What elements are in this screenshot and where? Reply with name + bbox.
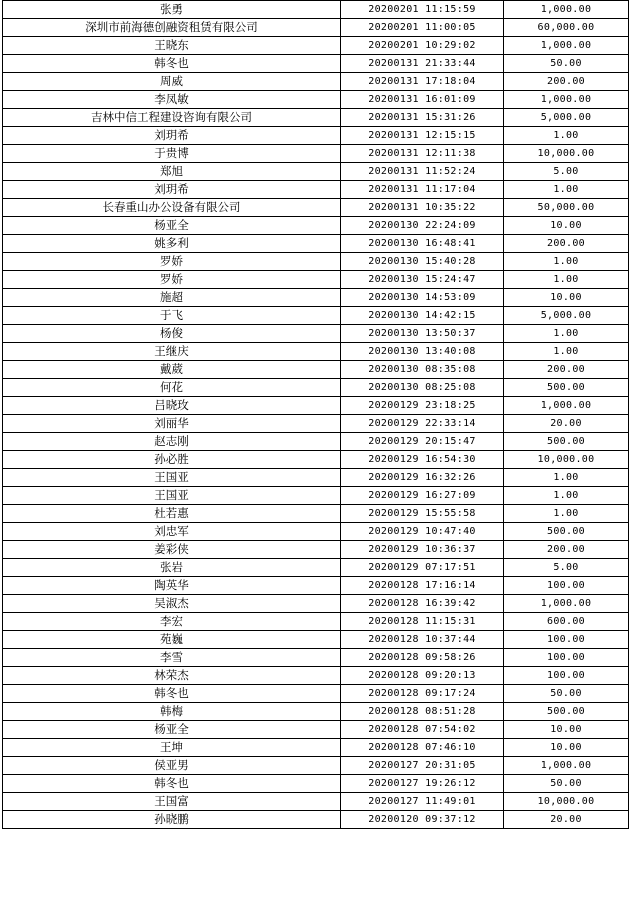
table-row <box>3 433 629 451</box>
donation-amount-cell: 100.00 <box>504 649 629 667</box>
donation-amount-cell: 200.00 <box>504 73 629 91</box>
table-row <box>3 1 629 19</box>
table-row <box>3 163 629 181</box>
table-row <box>3 469 629 487</box>
donor-name-cell: 孙晓鹏 <box>3 811 341 829</box>
donor-name-cell: 韩冬也 <box>3 685 341 703</box>
donor-name-cell: 杜若惠 <box>3 505 341 523</box>
donation-time-cell: 20200131 11:52:24 <box>341 163 504 181</box>
donation-time-cell: 20200129 20:15:47 <box>341 433 504 451</box>
donation-time-cell: 20200127 11:49:01 <box>341 793 504 811</box>
table-row <box>3 199 629 217</box>
donation-time-cell: 20200128 07:46:10 <box>341 739 504 757</box>
donor-name-cell: 刘忠军 <box>3 523 341 541</box>
donation-time-cell: 20200130 22:24:09 <box>341 217 504 235</box>
donor-name-cell: 刘玥希 <box>3 127 341 145</box>
donation-amount-cell: 10,000.00 <box>504 793 629 811</box>
donor-name-cell: 张勇 <box>3 1 341 19</box>
donor-name-cell: 林荣杰 <box>3 667 341 685</box>
table-row <box>3 415 629 433</box>
donation-time-cell: 20200128 16:39:42 <box>341 595 504 613</box>
donation-amount-cell: 100.00 <box>504 667 629 685</box>
donation-amount-cell: 1.00 <box>504 343 629 361</box>
donor-name-cell: 韩冬也 <box>3 55 341 73</box>
table-row <box>3 307 629 325</box>
donor-name-cell: 深圳市前海德创融资租赁有限公司 <box>3 19 341 37</box>
donor-name-cell: 吉林中信工程建设咨询有限公司 <box>3 109 341 127</box>
donation-amount-cell: 1,000.00 <box>504 1 629 19</box>
donation-time-cell: 20200130 08:35:08 <box>341 361 504 379</box>
donation-amount-cell: 1.00 <box>504 271 629 289</box>
table-row <box>3 775 629 793</box>
donation-amount-cell: 1.00 <box>504 505 629 523</box>
donation-amount-cell: 1,000.00 <box>504 757 629 775</box>
table-row <box>3 217 629 235</box>
donor-name-cell: 周威 <box>3 73 341 91</box>
donation-amount-cell: 100.00 <box>504 577 629 595</box>
donation-time-cell: 20200129 16:54:30 <box>341 451 504 469</box>
donation-amount-cell: 1.00 <box>504 253 629 271</box>
table-row <box>3 73 629 91</box>
donor-name-cell: 王晓东 <box>3 37 341 55</box>
donation-amount-cell: 200.00 <box>504 541 629 559</box>
table-row <box>3 19 629 37</box>
table-row <box>3 613 629 631</box>
table-row <box>3 541 629 559</box>
donation-time-cell: 20200130 08:25:08 <box>341 379 504 397</box>
donor-name-cell: 苑巍 <box>3 631 341 649</box>
donation-time-cell: 20200131 10:35:22 <box>341 199 504 217</box>
donor-name-cell: 赵志刚 <box>3 433 341 451</box>
donation-time-cell: 20200129 15:55:58 <box>341 505 504 523</box>
donation-time-cell: 20200131 12:11:38 <box>341 145 504 163</box>
donation-amount-cell: 1,000.00 <box>504 397 629 415</box>
donation-time-cell: 20200127 20:31:05 <box>341 757 504 775</box>
donation-amount-cell: 1.00 <box>504 181 629 199</box>
donor-name-cell: 李宏 <box>3 613 341 631</box>
donation-table <box>2 0 629 829</box>
donation-amount-cell: 5,000.00 <box>504 109 629 127</box>
donation-time-cell: 20200128 08:51:28 <box>341 703 504 721</box>
donation-time-cell: 20200130 13:50:37 <box>341 325 504 343</box>
table-row <box>3 451 629 469</box>
donation-amount-cell: 1,000.00 <box>504 37 629 55</box>
donor-name-cell: 韩梅 <box>3 703 341 721</box>
donation-amount-cell: 10.00 <box>504 289 629 307</box>
donor-name-cell: 韩冬也 <box>3 775 341 793</box>
donation-time-cell: 20200130 14:42:15 <box>341 307 504 325</box>
donation-time-cell: 20200131 12:15:15 <box>341 127 504 145</box>
donation-amount-cell: 5.00 <box>504 163 629 181</box>
donation-amount-cell: 10.00 <box>504 721 629 739</box>
donation-time-cell: 20200201 11:15:59 <box>341 1 504 19</box>
donation-amount-cell: 10,000.00 <box>504 451 629 469</box>
donation-amount-cell: 50,000.00 <box>504 199 629 217</box>
donation-time-cell: 20200129 10:47:40 <box>341 523 504 541</box>
donation-amount-cell: 20.00 <box>504 811 629 829</box>
donor-name-cell: 罗娇 <box>3 271 341 289</box>
donation-time-cell: 20200128 11:15:31 <box>341 613 504 631</box>
donation-time-cell: 20200128 07:54:02 <box>341 721 504 739</box>
donation-time-cell: 20200131 17:18:04 <box>341 73 504 91</box>
table-row <box>3 271 629 289</box>
donation-time-cell: 20200128 10:37:44 <box>341 631 504 649</box>
table-row <box>3 811 629 829</box>
donor-name-cell: 何花 <box>3 379 341 397</box>
table-row <box>3 757 629 775</box>
donation-time-cell: 20200128 09:17:24 <box>341 685 504 703</box>
table-row <box>3 631 629 649</box>
table-row <box>3 523 629 541</box>
donation-amount-cell: 20.00 <box>504 415 629 433</box>
donation-time-cell: 20200201 10:29:02 <box>341 37 504 55</box>
donor-name-cell: 王国富 <box>3 793 341 811</box>
donation-amount-cell: 100.00 <box>504 631 629 649</box>
donation-amount-cell: 200.00 <box>504 361 629 379</box>
donor-name-cell: 王继庆 <box>3 343 341 361</box>
donation-time-cell: 20200130 15:40:28 <box>341 253 504 271</box>
table-row <box>3 343 629 361</box>
donor-name-cell: 罗娇 <box>3 253 341 271</box>
table-row <box>3 289 629 307</box>
donation-time-cell: 20200129 16:32:26 <box>341 469 504 487</box>
table-row <box>3 145 629 163</box>
donor-name-cell: 王坤 <box>3 739 341 757</box>
donation-time-cell: 20200130 14:53:09 <box>341 289 504 307</box>
table-row <box>3 685 629 703</box>
donation-time-cell: 20200128 09:58:26 <box>341 649 504 667</box>
donor-name-cell: 王国亚 <box>3 469 341 487</box>
table-row <box>3 793 629 811</box>
donation-time-cell: 20200130 16:48:41 <box>341 235 504 253</box>
donation-time-cell: 20200131 16:01:09 <box>341 91 504 109</box>
table-row <box>3 361 629 379</box>
donation-time-cell: 20200131 21:33:44 <box>341 55 504 73</box>
table-row <box>3 505 629 523</box>
donation-time-cell: 20200129 22:33:14 <box>341 415 504 433</box>
donation-time-cell: 20200129 07:17:51 <box>341 559 504 577</box>
donor-name-cell: 长春重山办公设备有限公司 <box>3 199 341 217</box>
donor-name-cell: 戴葳 <box>3 361 341 379</box>
donation-time-cell: 20200128 09:20:13 <box>341 667 504 685</box>
donation-amount-cell: 600.00 <box>504 613 629 631</box>
table-row <box>3 235 629 253</box>
donation-amount-cell: 60,000.00 <box>504 19 629 37</box>
donor-name-cell: 吕晓玫 <box>3 397 341 415</box>
table-row <box>3 325 629 343</box>
donation-time-cell: 20200129 23:18:25 <box>341 397 504 415</box>
donation-amount-cell: 50.00 <box>504 55 629 73</box>
donor-name-cell: 张岩 <box>3 559 341 577</box>
donation-amount-cell: 500.00 <box>504 433 629 451</box>
donor-name-cell: 杨俊 <box>3 325 341 343</box>
donor-name-cell: 孙必胜 <box>3 451 341 469</box>
table-row <box>3 595 629 613</box>
donor-name-cell: 侯亚男 <box>3 757 341 775</box>
table-row <box>3 127 629 145</box>
table-row <box>3 55 629 73</box>
donation-amount-cell: 1.00 <box>504 325 629 343</box>
donor-name-cell: 李雪 <box>3 649 341 667</box>
table-row <box>3 253 629 271</box>
donor-name-cell: 陶英华 <box>3 577 341 595</box>
donation-time-cell: 20200201 11:00:05 <box>341 19 504 37</box>
donor-name-cell: 姚多利 <box>3 235 341 253</box>
donation-amount-cell: 50.00 <box>504 685 629 703</box>
donation-time-cell: 20200127 19:26:12 <box>341 775 504 793</box>
table-row <box>3 739 629 757</box>
donation-time-cell: 20200131 11:17:04 <box>341 181 504 199</box>
table-row <box>3 721 629 739</box>
donation-amount-cell: 1.00 <box>504 127 629 145</box>
donor-name-cell: 杨亚全 <box>3 721 341 739</box>
table-row <box>3 37 629 55</box>
donation-time-cell: 20200129 16:27:09 <box>341 487 504 505</box>
donor-name-cell: 吴淑杰 <box>3 595 341 613</box>
table-row <box>3 181 629 199</box>
table-row <box>3 577 629 595</box>
donation-time-cell: 20200130 13:40:08 <box>341 343 504 361</box>
donor-name-cell: 郑旭 <box>3 163 341 181</box>
donor-name-cell: 施超 <box>3 289 341 307</box>
table-row <box>3 667 629 685</box>
donation-amount-cell: 10,000.00 <box>504 145 629 163</box>
table-row <box>3 91 629 109</box>
donation-amount-cell: 5,000.00 <box>504 307 629 325</box>
donation-amount-cell: 1.00 <box>504 487 629 505</box>
donor-name-cell: 于贵博 <box>3 145 341 163</box>
table-row <box>3 703 629 721</box>
donation-time-cell: 20200120 09:37:12 <box>341 811 504 829</box>
donation-amount-cell: 1,000.00 <box>504 91 629 109</box>
donation-amount-cell: 500.00 <box>504 703 629 721</box>
table-row <box>3 649 629 667</box>
donation-time-cell: 20200128 17:16:14 <box>341 577 504 595</box>
donor-name-cell: 刘玥希 <box>3 181 341 199</box>
donation-time-cell: 20200129 10:36:37 <box>341 541 504 559</box>
donor-name-cell: 姜彩侠 <box>3 541 341 559</box>
donor-name-cell: 于飞 <box>3 307 341 325</box>
donation-time-cell: 20200131 15:31:26 <box>341 109 504 127</box>
donor-name-cell: 刘丽华 <box>3 415 341 433</box>
donation-amount-cell: 10.00 <box>504 217 629 235</box>
donation-amount-cell: 500.00 <box>504 523 629 541</box>
donation-amount-cell: 500.00 <box>504 379 629 397</box>
donation-time-cell: 20200130 15:24:47 <box>341 271 504 289</box>
donation-amount-cell: 50.00 <box>504 775 629 793</box>
table-row <box>3 397 629 415</box>
donation-amount-cell: 1.00 <box>504 469 629 487</box>
table-body <box>3 1 629 829</box>
table-row <box>3 379 629 397</box>
donation-amount-cell: 5.00 <box>504 559 629 577</box>
donor-name-cell: 李凤敏 <box>3 91 341 109</box>
donor-name-cell: 杨亚全 <box>3 217 341 235</box>
donation-amount-cell: 10.00 <box>504 739 629 757</box>
table-row <box>3 109 629 127</box>
donation-amount-cell: 200.00 <box>504 235 629 253</box>
donor-name-cell: 王国亚 <box>3 487 341 505</box>
donation-amount-cell: 1,000.00 <box>504 595 629 613</box>
table-row <box>3 487 629 505</box>
table-row <box>3 559 629 577</box>
